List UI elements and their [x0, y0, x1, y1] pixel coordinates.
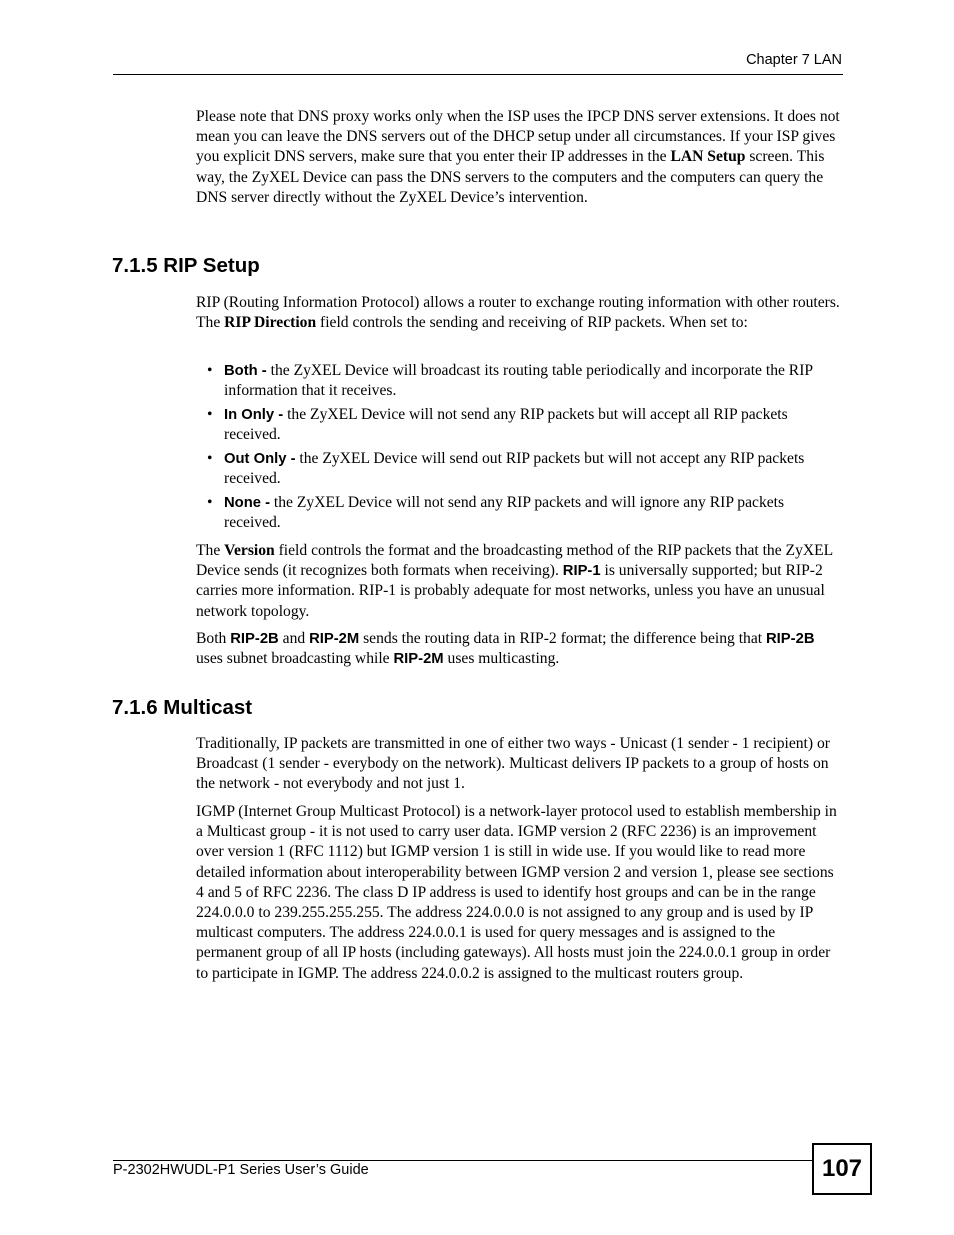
list-item-text: the ZyXEL Device will not send any RIP packets and will ignore any RIP packets received. [224, 494, 785, 532]
section-heading-multicast: 7.1.6 Multicast [112, 696, 253, 719]
rip-direction-list [196, 361, 844, 537]
igmp-paragraph: IGMP (Internet Group Multicast Protocol) is a network-layer protocol used to establish membership in a Multicast group - it is not used to carry user data. IGMP version 2 (RFC 2236) is an improvement over version 1 (RFC 1112) but IGMP version 1 is still in wide use. If you would like to read more detailed information about interoperability between IGMP version 2 and version 1, please see sections 4 and 5 of RFC 2236. The class D IP address is used to identify host groups and can be in the range 224.0.0.0 to 239.255.255.255. The address 224.0.0.0 is not assigned to any group and is used by IP multicast computers. The address 224.0.0.1 is used for query messages and is assigned to the permanent group of all IP hosts (including gateways). All hosts must join the 224.0.0.1 group in order to participate in IGMP. The address 224.0.0.2 is assigned to the multicast routers group. [196, 803, 837, 982]
text-run: RIP (Routing Information Protocol) allows a router to exchange routing information with other routers. The [196, 294, 840, 332]
text-run: field controls the format and the broadcasting method of the RIP packets that the ZyXEL Device sends (it recognizes both formats when receiving). [196, 542, 833, 580]
dns-proxy-note [196, 107, 844, 208]
list-item-text: the ZyXEL Device will broadcast its routing table periodically and incorporate the RIP information that it receives. [224, 362, 813, 400]
rip-2b-term: RIP-2B [766, 631, 815, 647]
text-run: is universally supported; but RIP-2 carries more information. RIP-1 is probably adequate for most networks, unless you have an unusual network topology. [196, 562, 825, 620]
list-item-term: In Only - [224, 407, 284, 423]
rip-1-term: RIP-1 [562, 563, 601, 580]
lan-setup-term: LAN Setup [670, 148, 746, 166]
rip-2m-term: RIP-2M [393, 651, 444, 668]
version-term: Version [224, 542, 275, 559]
rip-2b-term: RIP-2B [230, 631, 279, 647]
running-header-chapter: Chapter 7 LAN [746, 52, 842, 68]
rip-2m-term: RIP-2M [309, 631, 360, 647]
bullet-icon: • [207, 450, 213, 467]
bullet-icon: • [207, 362, 213, 379]
footer-guide-title: P-2302HWUDL-P1 Series User’s Guide [113, 1162, 369, 1178]
rip-2-paragraph [196, 629, 844, 669]
list-item [196, 493, 844, 533]
text-run: screen. This way, the ZyXEL Device can pass the DNS servers to the computers and the computers can query the DNS server directly without the ZyXEL Device’s intervention. [196, 148, 825, 206]
list-item [196, 361, 844, 401]
footer-rule [113, 1160, 813, 1161]
text-run: Both [196, 630, 231, 647]
text-run: field controls the sending and receiving of RIP packets. When set to: [316, 314, 748, 332]
header-rule [113, 74, 843, 75]
list-item-term: Both - [224, 363, 267, 379]
list-item [196, 449, 844, 489]
bullet-icon: • [207, 406, 213, 423]
text-run: The [196, 542, 225, 559]
list-item [196, 405, 844, 445]
page-number: 107 [812, 1143, 872, 1195]
text-run: and [278, 630, 310, 647]
text-run: sends the routing data in RIP-2 format; the difference being that [359, 630, 766, 647]
list-item-term: Out Only - [224, 451, 296, 467]
rip-intro-paragraph [196, 293, 844, 333]
list-item-text: the ZyXEL Device will send out RIP packets but will not accept any RIP packets received. [224, 450, 805, 488]
bullet-icon: • [207, 494, 213, 511]
multicast-intro-paragraph: Traditionally, IP packets are transmitted in one of either two ways - Unicast (1 sender - 1 recipient) or Broadcast (1 sender - everybody on the network). Multicast delivers IP packets to a group of hosts on the network - not everybody and not just 1. [196, 735, 830, 793]
text-run: uses multicasting. [443, 650, 560, 668]
text-run: Please note that DNS proxy works only when the ISP uses the IPCP DNS server extensions. It does not mean you can leave the DNS servers out of the DHCP setup under all circumstances. If your ISP gives you explicit DNS servers, make sure that you enter their IP addresses in the [196, 108, 840, 166]
rip-direction-term: RIP Direction [224, 314, 317, 332]
list-item-text: the ZyXEL Device will not send any RIP packets but will accept all RIP packets received. [224, 406, 788, 444]
rip-version-paragraph [196, 541, 844, 622]
section-heading-rip-setup: 7.1.5 RIP Setup [112, 254, 260, 277]
list-item-term: None - [224, 495, 271, 511]
text-run: uses subnet broadcasting while [196, 650, 394, 668]
